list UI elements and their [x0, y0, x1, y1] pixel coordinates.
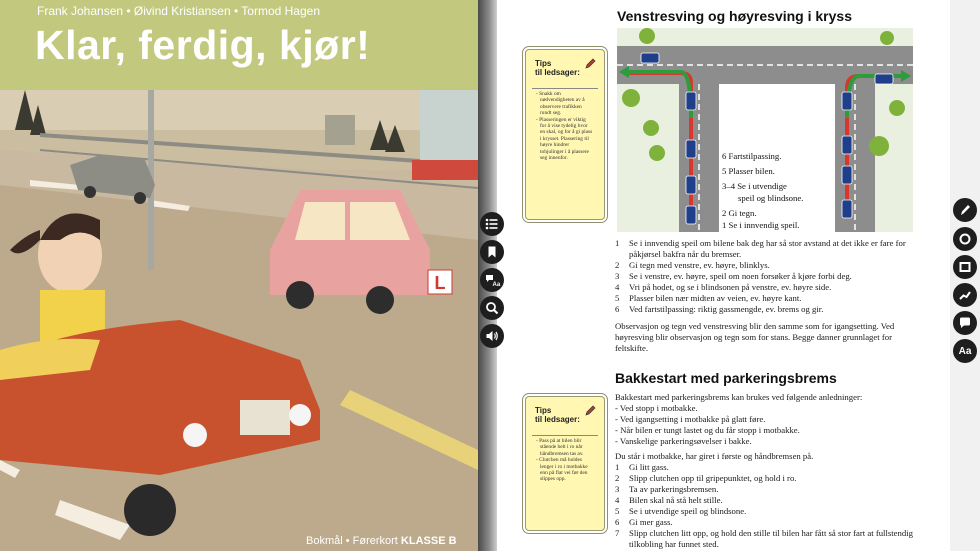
circle-tool-button[interactable] — [953, 227, 977, 251]
turning-paragraph: Observasjon og tegn ved venstresving blir den samme som for igangsetting. Ved høyresving blir observasjon og tegn som for stans. Begge danner grunnlaget for feltskifte. — [615, 321, 895, 353]
circle-icon — [958, 232, 972, 246]
cover-authors: Frank Johansen • Øivind Kristiansen • Tormod Hagen — [37, 4, 320, 18]
text-tool-button[interactable] — [953, 339, 977, 363]
comment-tool-button[interactable] — [953, 311, 977, 335]
diagram-step: speil og blindsone. — [738, 193, 804, 203]
line-tool-button[interactable] — [953, 283, 977, 307]
list-item: - Når bilen er tungt lastet og du får stopp i motbakke. — [615, 425, 800, 435]
list-item: 2 Gi tegn med venstre, ev. høyre, blinklys. — [615, 260, 770, 270]
list-item: 3 Ta av parkeringsbremsen. — [615, 484, 719, 494]
bookmark-icon — [485, 245, 499, 259]
list-item: 5 Plasser bilen nær midten av veien, ev. høyre kant. — [615, 293, 802, 303]
list-item: 1 Gi litt gass. — [615, 462, 669, 472]
line-icon — [958, 288, 972, 302]
bookmark-button[interactable] — [480, 240, 504, 264]
tips-item: - Snakk om nødvendigheten av å observere trafikken rundt seg. — [536, 91, 585, 117]
cover-illustration — [0, 90, 478, 551]
list-item: 4 Bilen skal nå stå helt stille. — [615, 495, 723, 505]
hill-start-bullets — [615, 403, 925, 447]
list-item: - Ved stopp i motbakke. — [615, 403, 698, 413]
diagram-step: 5 Plasser bilen. — [722, 166, 775, 176]
section-heading-turning: Venstresving og høyresving i kryss — [617, 8, 852, 24]
list-item: - Ved igangsetting i motbakke på glatt føre. — [615, 414, 766, 424]
diagram-step: 2 Gi tegn. — [722, 208, 757, 218]
tips-box-turning — [525, 49, 605, 220]
hill-start-steps-list — [615, 462, 925, 550]
hill-start-intro: Bakkestart med parkeringsbrems kan brukes ved følgende anledninger: — [615, 392, 863, 402]
book-page — [497, 0, 950, 551]
audio-button[interactable] — [480, 324, 504, 348]
pen-icon — [958, 203, 972, 217]
book-cover — [0, 0, 478, 551]
tips-title: Tips til ledsager: — [535, 59, 580, 77]
list-item: 6 Ved fartstilpassing: riktig gassmengde, ev. brems og gir. — [615, 304, 824, 314]
comment-icon — [958, 316, 972, 330]
tips-list — [536, 91, 593, 161]
tips-item: - Plasseringen er viktig for å vise tydelig hvor en skal, og for å gi plass i krysset. Plassering til høyre hindrer tohjulinger i å plassere seg innenfor. — [536, 116, 593, 162]
list-item: 7 Slipp clutchen litt opp, og hold den stille til bilen har fått så stor fart at fullstendig tilkobling har funnet sted. — [615, 528, 913, 549]
list-item: 5 Se i utvendige speil og blindsone. — [615, 506, 747, 516]
svg-text:Aa: Aa — [492, 282, 501, 288]
pencil-icon — [584, 405, 596, 417]
text-icon: Aa — [958, 345, 972, 357]
search-icon — [485, 301, 499, 315]
list-icon — [485, 217, 499, 231]
audio-icon — [485, 329, 499, 343]
cover-footer-class: KLASSE B — [400, 535, 457, 547]
section-heading-hill-start: Bakkestart med parkeringsbrems — [615, 370, 837, 386]
diagram-step-labels — [722, 150, 803, 231]
learner-plate-text: L — [434, 273, 446, 293]
list-item: 1 Se i innvendig speil om bilene bak deg har så stor avstand at det ikke er fare for påkjørsel bakfra når du bremser. — [615, 238, 906, 259]
tips-item: - Clutchen må holdes lenger i ro i motbakke enn på flat vei før den slippes opp. — [536, 457, 588, 483]
list-item: 4 Vri på hodet, og se i blindsonen på venstre, ev. høyre side. — [615, 282, 832, 292]
rectangle-icon — [958, 260, 972, 274]
rectangle-tool-button[interactable] — [953, 255, 977, 279]
cover-footer — [306, 535, 457, 547]
pencil-icon — [584, 58, 596, 70]
table-of-contents-button[interactable] — [480, 212, 504, 236]
tips-item: - Pass på at bilen blir stående helt i ro når håndbremsen tas av. — [536, 438, 584, 457]
cover-title: Klar, ferdig, kjør! — [35, 22, 371, 68]
diagram-step: 6 Fartstilpassing. — [722, 151, 782, 161]
list-item: - Vanskelige parkeringsøvelser i bakke. — [615, 436, 752, 446]
diagram-step: 3–4 Se i utvendige — [722, 181, 787, 191]
search-button[interactable] — [480, 296, 504, 320]
pen-tool-button[interactable] — [953, 198, 977, 222]
diagram-step: 1 Se i innvendig speil. — [722, 220, 800, 230]
tips-title: Tips til ledsager: — [535, 406, 580, 424]
list-item: 6 Gi mer gass. — [615, 517, 673, 527]
cover-footer-language: Bokmål • Førerkort — [306, 535, 401, 547]
tips-box-hill-start — [525, 396, 605, 531]
list-item: 2 Slipp clutchen opp til gripepunktet, og hold i ro. — [615, 473, 797, 483]
list-item: 3 Se i venstre, ev. høyre, speil om noen forsøker å kjøre forbi deg. — [615, 271, 852, 281]
hill-start-lead: Du står i motbakke, har giret i første og håndbremsen på. — [615, 451, 814, 461]
turning-steps-list — [615, 238, 925, 315]
translate-icon — [485, 273, 499, 287]
tips-list — [536, 438, 593, 483]
translate-button[interactable] — [480, 268, 504, 292]
